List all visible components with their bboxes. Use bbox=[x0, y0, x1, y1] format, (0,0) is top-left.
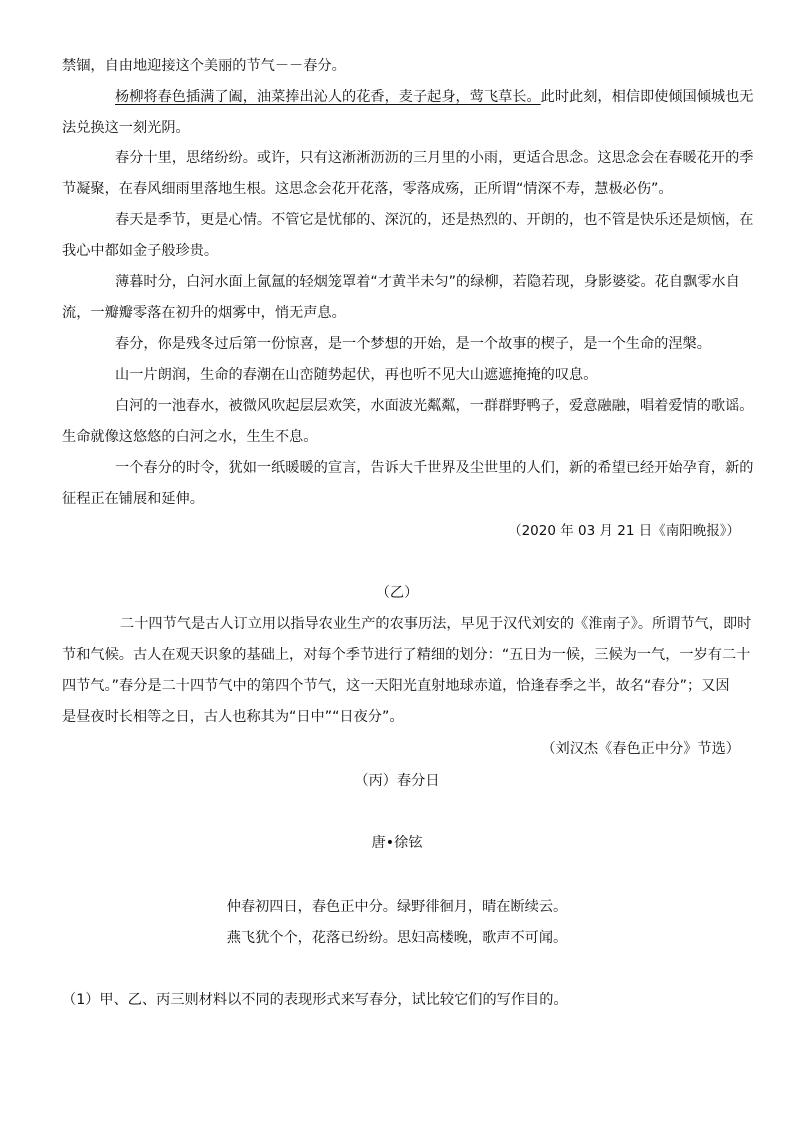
bing-author: 唐•徐铉 bbox=[371, 835, 423, 851]
jia-line-7: 我心中都如金子般珍贵。 bbox=[62, 243, 219, 259]
poem-line-1: 仲春初四日，春色正中分。绿野徘徊月，晴在断续云。 bbox=[226, 899, 568, 915]
jia-line-4: 春分十里，思绪纷纷。或许，只有这淅淅沥沥的三月里的小雨，更适合思念。这思念会在春暖花开的季 bbox=[115, 150, 754, 166]
yi-line-1: 二十四节气是古人订立用以指导农业生产的农事历法，早见于汉代刘安的《淮南子》。所谓节气，即时 bbox=[120, 616, 752, 632]
jia-line-2-tail: 此时此刻，相信即使倾国倾城也无 bbox=[540, 89, 754, 105]
question-1: （1）甲、乙、丙三则材料以不同的表现形式来写春分，试比较它们的写作目的。 bbox=[62, 992, 568, 1008]
bing-heading: （丙）春分日 bbox=[354, 773, 440, 789]
jia-line-6: 春天是季节，更是心情。不管它是忧郁的、深沉的，还是热烈的、开朗的，也不管是快乐还是烦恼，在 bbox=[115, 212, 754, 228]
jia-line-3: 法兑换这一刻光阴。 bbox=[62, 120, 190, 136]
jia-source: （2020 年 03 月 21 日《南阳晚报》） bbox=[508, 523, 740, 539]
yi-heading: （乙） bbox=[375, 585, 419, 601]
jia-line-9: 流，一瓣瓣零落在初升的烟雾中，悄无声息。 bbox=[62, 305, 346, 321]
jia-line-10: 春分，你是残冬过后第一份惊喜，是一个梦想的开始，是一个故事的楔子，是一个生命的涅槃。 bbox=[115, 336, 711, 352]
jia-line-13: 生命就像这悠悠的白河之水，生生不息。 bbox=[62, 429, 318, 445]
jia-line-11: 山一片朗润，生命的春潮在山峦随势起伏，再也听不见大山遮遮掩掩的叹息。 bbox=[115, 367, 598, 383]
yi-line-4: 是昼夜时长相等之日，古人也称其为“日中”“日夜分”。 bbox=[62, 709, 404, 725]
jia-line-2 bbox=[115, 87, 753, 107]
poem-line-2: 燕飞犹个个，花落已纷纷。思妇高楼晚，歌声不可闻。 bbox=[226, 930, 568, 946]
jia-line-8: 薄暮时分，白河水面上氤氲的轻烟笼罩着“才黄半未匀”的绿柳，若隐若现，身影婆娑。花自飘零水自 bbox=[115, 274, 740, 290]
yi-line-3: 四节气。”春分是二十四节气中的第四个节气，这一天阳光直射地球赤道，恰逢春季之半，故名“春分”；又因 bbox=[62, 678, 730, 694]
yi-source: （刘汉杰《春色正中分》节选） bbox=[541, 741, 740, 757]
jia-line-1: 禁锢，自由地迎接这个美丽的节气－－春分。 bbox=[62, 58, 346, 74]
yi-line-2: 节和气候。古人在观天识象的基础上，对每个季节进行了精细的划分：“五日为一候，三候为一气，一岁有二十 bbox=[62, 647, 751, 663]
underlined-sentence: 杨柳将春色插满了阖，油菜捧出沁人的花香，麦子起身，莺飞草长。 bbox=[115, 89, 541, 105]
jia-line-14: 一个春分的时令，犹如一纸暖暖的宣言，告诉大千世界及尘世里的人们，新的希望已经开始孕育，新的 bbox=[115, 460, 754, 476]
jia-line-5: 节凝聚，在春风细雨里落地生根。这思念会花开花落，零落成殇，正所谓“情深不寿，慧极必伤”。 bbox=[62, 181, 673, 197]
jia-line-15: 征程正在铺展和延伸。 bbox=[62, 491, 204, 507]
jia-line-12: 白河的一池春水，被微风吹起层层欢笑，水面波光粼粼，一群群野鸭子，爱意融融，唱着爱情的歌谣。 bbox=[115, 398, 754, 414]
